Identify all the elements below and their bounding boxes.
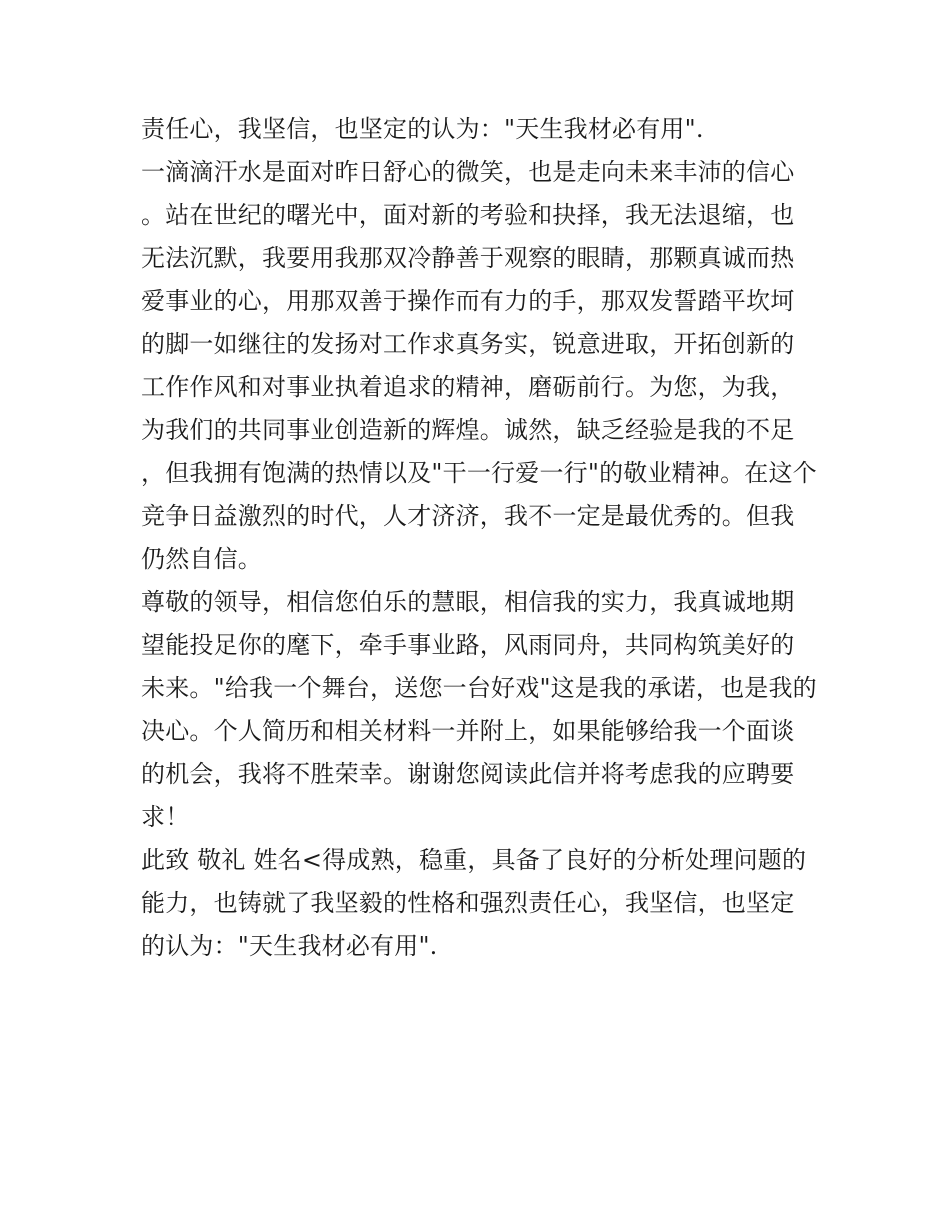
document-body — [141, 108, 817, 968]
paragraph-2: 一滴滴汗水是面对昨日舒心的微笑，也是走向未来丰沛的信心。站在世纪的曙光中，面对新的考验和抉择，我无法退缩，也无法沉默，我要用我那双冷静善于观察的眼睛，那颗真诚而热爱事业的心，用那双善于操作而有力的手，那双发誓踏平坎坷的脚一如继往的发扬对工作求真务实，锐意进取，开拓创新的工作作风和对事业执着追求的精神，磨砺前行。为您，为我，为我们的共同事业创造新的辉煌。诚然，缺乏经验是我的不足，但我拥有饱满的热情以及"干一行爱一行"的敬业精神。在这个竞争日益激烈的时代，人才济济，我不一定是最优秀的。但我仍然自信。 — [141, 158, 817, 573]
paragraph-4: 此致 敬礼 姓名<得成熟，稳重，具备了良好的分析处理问题的能力，也铸就了我坚毅的性格和强烈责任心，我坚信，也坚定的认为："天生我材必有用". — [141, 846, 807, 960]
paragraph-1: 责任心，我坚信，也坚定的认为："天生我材必有用". — [141, 115, 704, 143]
paragraph-3: 尊敬的领导，相信您伯乐的慧眼，相信我的实力，我真诚地期望能投足你的麾下，牵手事业路，风雨同舟，共同构筑美好的未来。"给我一个舞台，送您一台好戏"这是我的承诺，也是我的决心。个人简历和相关材料一并附上，如果能够给我一个面谈的机会，我将不胜荣幸。谢谢您阅读此信并将考虑我的应聘要求！ — [141, 588, 817, 831]
